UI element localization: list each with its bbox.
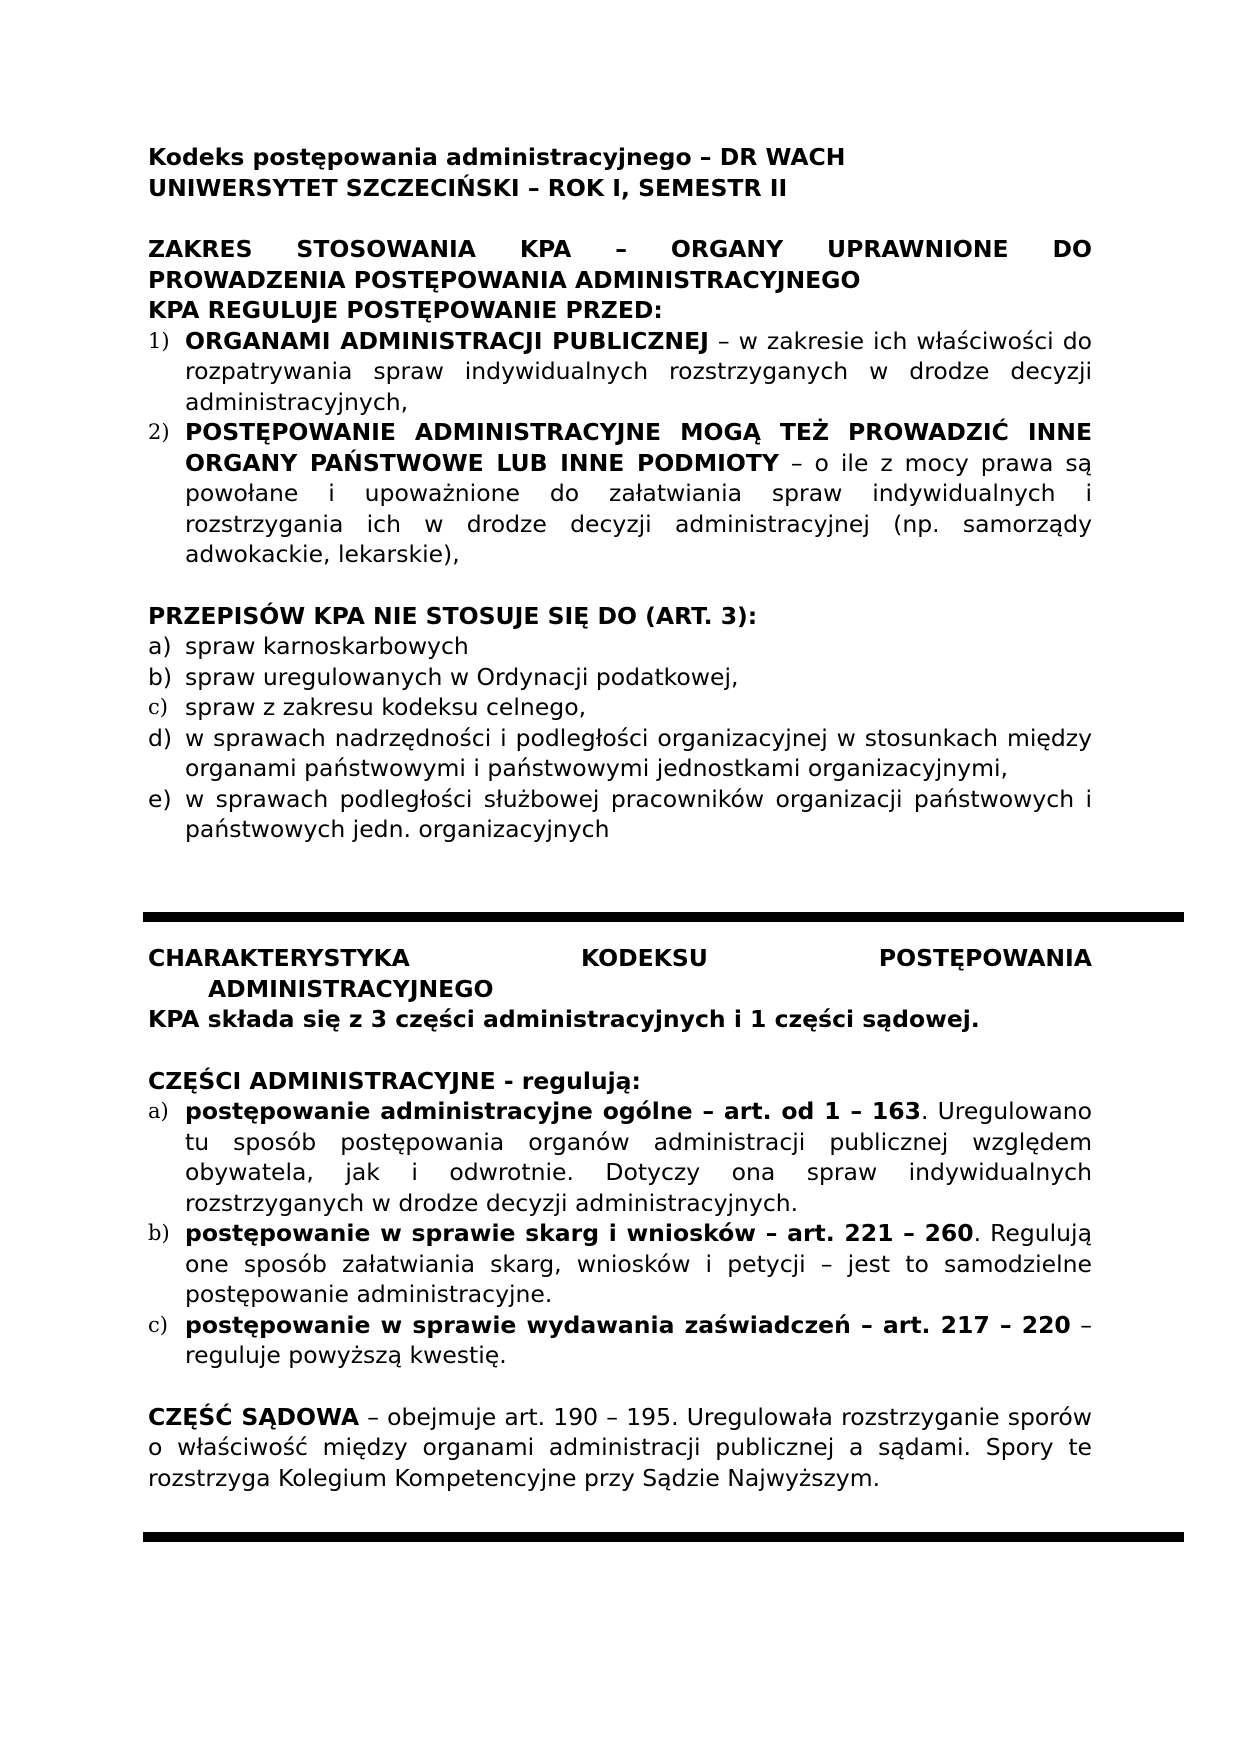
section2-heading: PRZEPISÓW KPA NIE STOSUJE SIĘ DO (ART. 3): xyxy=(148,601,758,630)
list-marker: b) xyxy=(148,1221,170,1245)
list-marker: c) xyxy=(148,1312,168,1337)
parts-heading: CZĘŚCI ADMINISTRACYJNE - regulują: xyxy=(148,1066,641,1095)
list-item xyxy=(148,723,1092,784)
list-item-text: w sprawach nadrzędności i podległości organizacyjnej w stosunkach między organami państwowymi i państwowymi jednostkami organizacyjnymi, xyxy=(185,723,1092,782)
section1-heading-line2: PROWADZENIA POSTĘPOWANIA ADMINISTRACYJNEGO xyxy=(148,265,861,294)
list-item-bold: postępowanie administracyjne ogólne – art. od 1 – 163 xyxy=(185,1097,921,1125)
list-marker: b) xyxy=(148,662,173,691)
list-marker: e) xyxy=(148,784,172,813)
list-marker: a) xyxy=(148,1099,169,1123)
court-part-paragraph xyxy=(148,1402,1092,1494)
list-item-text: spraw uregulowanych w Ordynacji podatkowej, xyxy=(185,662,739,691)
list-item-text: spraw karnoskarbowych xyxy=(185,632,469,660)
list-item-bold: ORGANAMI ADMINISTRACJI PUBLICZNEJ xyxy=(185,326,709,355)
list-item xyxy=(148,1096,1092,1218)
list-item xyxy=(148,1218,1092,1310)
section1-subheading: KPA REGULUJE POSTĘPOWANIE PRZED: xyxy=(148,296,663,324)
section-divider-bottom xyxy=(143,1532,1184,1542)
list-marker: d) xyxy=(148,723,173,752)
section3-summary: KPA składa się z 3 części administracyjnych i 1 części sądowej. xyxy=(148,1005,980,1033)
list-item-bold: POSTĘPOWANIE ADMINISTRACYJNE MOGĄ TEŻ PROWADZIĆ INNE ORGANY PAŃSTWOWE LUB INNE PODMIOTY xyxy=(185,418,1092,477)
list-item-text: . Uregulowano tu sposób postępowania organów administracji publicznej względem obywatela, jak i odwrotnie. Dotyczy ona spraw indywidualnych rozstrzyganych w drodze decyzji administracyjnych. xyxy=(185,1097,1092,1217)
list-item-text: – o ile z mocy prawa są powołane i upoważnione do załatwiania spraw indywidualnych i rozstrzygania ich w drodze decyzji administracyjnej (np. samorządy adwokackie, lekarskie), xyxy=(185,448,1092,568)
section1-heading-line1: ZAKRES STOSOWANIA KPA – ORGANY UPRAWNIONE DO xyxy=(148,235,1092,263)
court-part-text: – obejmuje art. 190 – 195. Uregulowała rozstrzyganie sporów o właściwość między organami administracji publicznej a sądami. Spory te rozstrzyga Kolegium Kompetencyjne przy Sądzie Najwyższym. xyxy=(148,1402,1092,1492)
list-marker: 2) xyxy=(148,420,170,444)
list-marker: a) xyxy=(148,632,172,660)
court-part-bold: CZĘŚĆ SĄDOWA xyxy=(148,1402,360,1431)
list-item-bold: postępowanie w sprawie skarg i wniosków – art. 221 – 260 xyxy=(185,1219,974,1247)
document-page-part2 xyxy=(148,943,1092,1493)
section-divider xyxy=(143,912,1184,922)
list-item-text: – reguluje powyższą kwestię. xyxy=(185,1310,1092,1369)
section3-heading-line2: ADMINISTRACYJNEGO xyxy=(208,974,494,1003)
document-title: Kodeks postępowania administracyjnego – DR WACH xyxy=(148,143,846,171)
list-item-text: – w zakresie ich właściwości do rozpatrywania spraw indywidualnych rozstrzyganych w drodze decyzji administracyjnych, xyxy=(185,326,1092,416)
list-item xyxy=(148,631,1092,662)
list-item-text: . Regulują one sposób załatwiania skarg, wniosków i petycji – jest to samodzielne postępowanie administracyjne. xyxy=(185,1219,1092,1308)
list-item xyxy=(148,692,1092,723)
list-item-bold: postępowanie w sprawie wydawania zaświadczeń – art. 217 – 220 xyxy=(185,1310,1071,1339)
document-subtitle: UNIWERSYTET SZCZECIŃSKI – ROK I, SEMESTR II xyxy=(148,173,788,202)
list-item xyxy=(148,662,1092,693)
list-marker: 1) xyxy=(148,328,170,353)
list-item xyxy=(148,784,1092,845)
document-page xyxy=(148,142,1092,845)
list-item xyxy=(148,417,1092,570)
list-item xyxy=(148,1310,1092,1371)
list-item-text: w sprawach podległości służbowej pracowników organizacji państwowych i państwowych jedn. organizacyjnych xyxy=(185,784,1092,843)
list-marker: c) xyxy=(148,695,168,719)
list-item-text: spraw z zakresu kodeksu celnego, xyxy=(185,693,587,721)
section3-heading-line1: CHARAKTERYSTYKA KODEKSU POSTĘPOWANIA xyxy=(148,944,1092,972)
list-item xyxy=(148,326,1092,418)
